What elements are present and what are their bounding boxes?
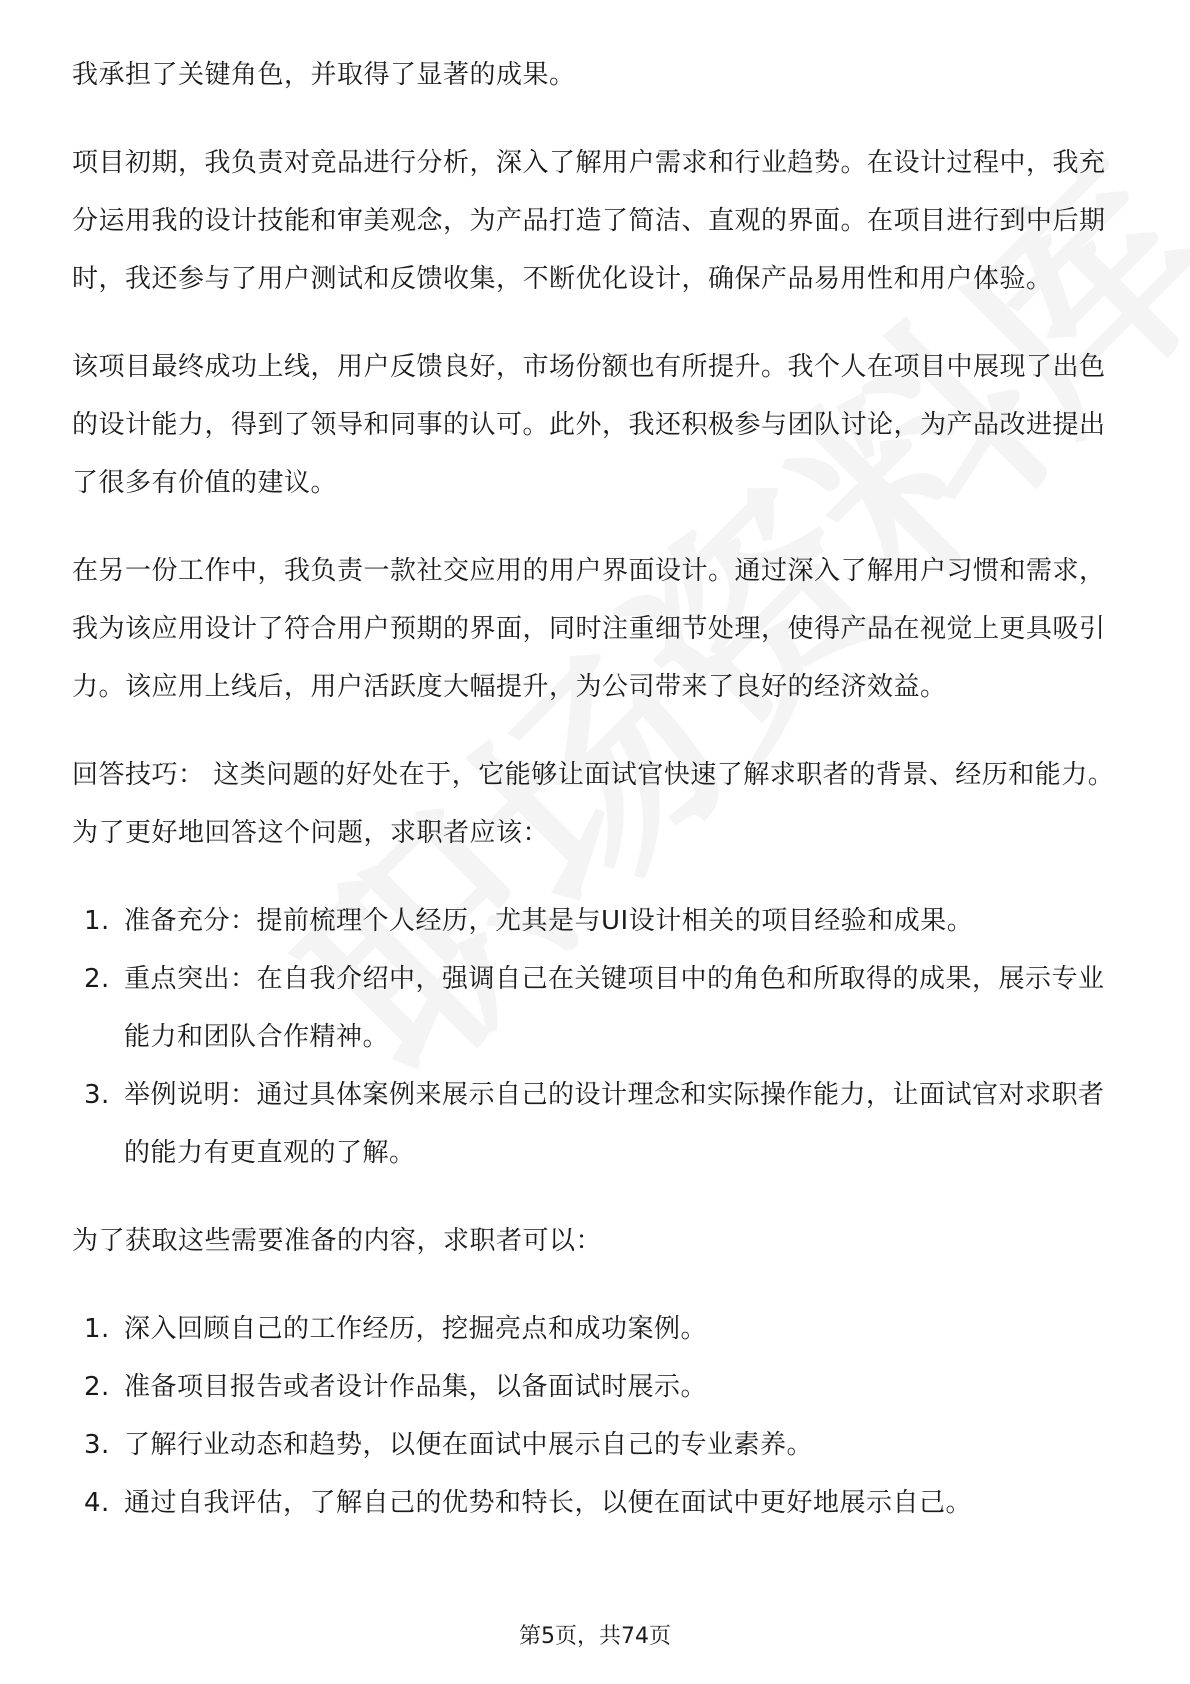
list-item — [72, 950, 1122, 1066]
list-item — [72, 1474, 1122, 1532]
list-item — [72, 1416, 1122, 1474]
prep-list — [72, 1300, 1122, 1532]
paragraph-role-summary: 我承担了关键角色，并取得了显著的成果。 — [72, 60, 576, 90]
paragraph-project-process: 项目初期，我负责对竞品进行分析，深入了解用户需求和行业趋势。在设计过程中，我充分运用我的设计技能和审美观念，为产品打造了简洁、直观的界面。在项目进行到中后期时，我还参与了用户测试和反馈收集，不断优化设计，确保产品易用性和用户体验。 — [72, 148, 1106, 294]
list-text: 通过自我评估，了解自己的优势和特长，以便在面试中更好地展示自己。 — [124, 1488, 973, 1518]
list-item — [72, 892, 1122, 950]
list-number: 3. — [84, 1430, 110, 1460]
list-item — [72, 1300, 1122, 1358]
list-text: 了解行业动态和趋势，以便在面试中展示自己的专业素养。 — [124, 1430, 814, 1460]
list-number: 1. — [84, 906, 110, 936]
paragraph-answer-tips: 回答技巧： 这类问题的好处在于，它能够让面试官快速了解求职者的背景、经历和能力。为了更好地回答这个问题，求职者应该： — [72, 760, 1115, 848]
document-body — [72, 46, 1122, 1562]
tips-list — [72, 892, 1122, 1182]
list-number: 1. — [84, 1314, 110, 1344]
list-item — [72, 1066, 1122, 1182]
list-text: 重点突出：在自我介绍中，强调自己在关键项目中的角色和所取得的成果，展示专业能力和团队合作精神。 — [124, 964, 1105, 1052]
list-text: 准备充分：提前梳理个人经历，尤其是与UI设计相关的项目经验和成果。 — [124, 906, 974, 936]
list-number: 2. — [84, 964, 110, 994]
list-text: 深入回顾自己的工作经历，挖掘亮点和成功案例。 — [124, 1314, 708, 1344]
paragraph-project-result: 该项目最终成功上线，用户反馈良好，市场份额也有所提升。我个人在项目中展现了出色的设计能力，得到了领导和同事的认可。此外，我还积极参与团队讨论，为产品改进提出了很多有价值的建议。 — [72, 352, 1106, 498]
list-number: 3. — [84, 1080, 110, 1110]
list-number: 2. — [84, 1372, 110, 1402]
list-number: 4. — [84, 1488, 110, 1518]
page-number-footer: 第5页，共74页 — [519, 1624, 671, 1649]
paragraph-social-app: 在另一份工作中，我负责一款社交应用的用户界面设计。通过深入了解用户习惯和需求，我为该应用设计了符合用户预期的界面，同时注重细节处理，使得产品在视觉上更具吸引力。该应用上线后，用户活跃度大幅提升，为公司带来了良好的经济效益。 — [72, 556, 1106, 702]
paragraph-prep-intro: 为了获取这些需要准备的内容，求职者可以： — [72, 1226, 603, 1256]
list-text: 举例说明：通过具体案例来展示自己的设计理念和实际操作能力，让面试官对求职者的能力有更直观的了解。 — [124, 1080, 1105, 1168]
list-text: 准备项目报告或者设计作品集，以备面试时展示。 — [124, 1372, 708, 1402]
list-item — [72, 1358, 1122, 1416]
